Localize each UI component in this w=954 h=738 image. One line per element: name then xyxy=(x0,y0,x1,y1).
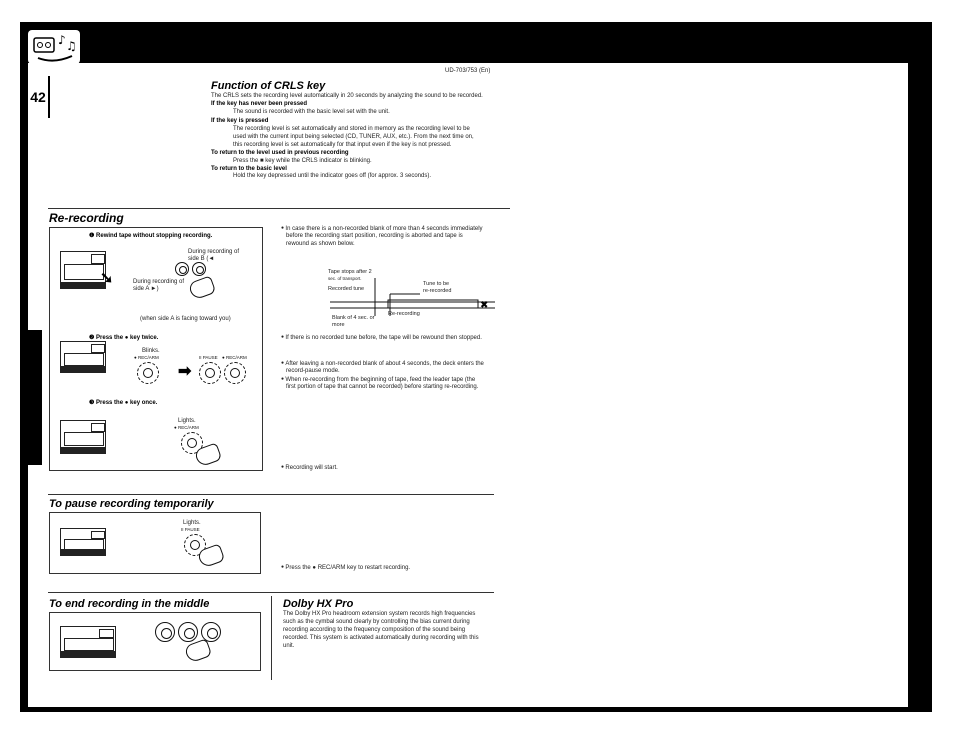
crls-basic-heading: To return to the basic level xyxy=(211,166,287,172)
deck-illustration-2 xyxy=(60,341,106,373)
dolby-line2: such as the cymbal sound clearly by controlling the bias current during xyxy=(283,619,470,625)
diag-stops-label2: sec. of transport. xyxy=(328,276,362,281)
rec-arm-label-2: ● REC/ARM xyxy=(222,355,247,360)
crls-pressed-text2: used with the current input being selected (CD, TUNER, AUX, etc.). From the next time on, xyxy=(233,134,474,140)
page-number: 42 xyxy=(28,76,50,118)
rerec-note4a: ● When re-recording from the beginning of tape, feed the leader tape (the xyxy=(281,375,475,384)
crls-title: Function of CRLS key xyxy=(211,80,326,92)
section-divider-2 xyxy=(48,494,494,495)
rec-arm-label: ● REC/ARM xyxy=(134,355,159,360)
crls-never-text: The sound is recorded with the basic level set with the unit. xyxy=(233,109,390,115)
dolby-line4: recorded. This system is activated automatically during recording with this xyxy=(283,635,479,641)
blinks-label: Blinks. xyxy=(142,348,160,354)
rewind-knob-icon xyxy=(175,262,189,276)
diag-stops-label: Tape stops after 2 xyxy=(328,269,372,275)
rec-arm-label-3: ● REC/ARM xyxy=(174,425,199,430)
section-divider-3 xyxy=(48,592,494,593)
crls-prev-text: Press the ■ key while the CRLS indicator is blinking. xyxy=(233,158,372,164)
side-tab xyxy=(20,330,42,465)
rerec-note1c: rewound as shown below. xyxy=(286,241,355,247)
rerec-note3a: ● After leaving a non-recorded blank of about 4 seconds, the deck enters the xyxy=(281,359,484,368)
svg-text:✖: ✖ xyxy=(480,300,489,311)
rerec-note5: ● Recording will start. xyxy=(281,463,338,472)
pause-lights-label: Lights. xyxy=(183,520,201,526)
arrow-icon: ➘ xyxy=(100,270,114,287)
rerec-note3b: record-pause mode. xyxy=(286,368,340,374)
pause-note: ● Press the ● REC/ARM key to restart recording. xyxy=(281,563,410,572)
rerecording-title: Re-recording xyxy=(49,211,124,225)
deck-illustration-5 xyxy=(60,626,116,658)
during-a-label: During recording of xyxy=(133,279,185,285)
deck-illustration-3 xyxy=(60,420,106,454)
facing-note: (when side A is facing toward you) xyxy=(140,316,231,322)
deck-illustration-4 xyxy=(60,528,106,556)
crls-intro: The CRLS sets the recording level automatically in 20 seconds by analyzing the sound to be recorded. xyxy=(211,93,483,99)
diag-blank-label2: more xyxy=(332,322,345,328)
end-title: To end recording in the middle xyxy=(49,598,210,610)
crls-pressed-text3: this recording level is set automatically for that input even if the key is not pressed. xyxy=(233,142,452,148)
model-label: UD-703/753 (En) xyxy=(445,68,491,74)
during-a-label2: side A ►) xyxy=(133,286,159,292)
rewind-knob-icon-2 xyxy=(155,622,175,642)
stop-knob-icon xyxy=(178,622,198,642)
diag-blank-label: Blank of 4 sec. or xyxy=(332,315,375,321)
pause-indicator-icon xyxy=(199,362,221,384)
dolby-line1: The Dolby HX Pro headroom extension system records high frequencies xyxy=(283,611,476,617)
rerec-step3: ❸ Press the ● key once. xyxy=(89,400,158,406)
rerec-step1: ❶ Rewind tape without stopping recording. xyxy=(89,233,213,239)
blinking-indicator-icon xyxy=(137,362,159,384)
dolby-line3: recording according to the frequency composition of the sound being xyxy=(283,627,466,633)
cassette-music-icon xyxy=(28,30,80,64)
crls-basic-text: Hold the key depressed until the indicator goes off (for approx. 3 seconds). xyxy=(233,173,432,179)
crls-pressed-text1: The recording level is set automatically and stored in memory as the recording level to be xyxy=(233,126,470,132)
diag-recorded-label: Recorded tune xyxy=(328,286,365,292)
pause-label: II PAUSE xyxy=(199,355,218,360)
diag-tune-label: Tune to be xyxy=(423,281,450,287)
diag-rerec-label: Re-recording xyxy=(388,311,420,317)
rec-arm-indicator-icon xyxy=(224,362,246,384)
during-b-label2: side B (◄ xyxy=(188,256,215,262)
rerec-note4b: first portion of tape that cannot be recorded) before starting re-recording. xyxy=(286,384,479,390)
pause-key-label: II PAUSE xyxy=(181,527,200,532)
dolby-title: Dolby HX Pro xyxy=(283,598,354,610)
forward-knob-icon xyxy=(192,262,206,276)
pause-title: To pause recording temporarily xyxy=(49,498,214,510)
right-arrow-icon: ➡ xyxy=(178,363,192,380)
rerec-note1a: ● In case there is a non-recorded blank of more than 4 seconds immediately xyxy=(281,224,483,233)
lights-label: Lights. xyxy=(178,418,196,424)
svg-text:♫: ♫ xyxy=(66,39,77,53)
crls-prev-heading: To return to the level used in previous recording xyxy=(211,150,349,156)
rerec-step2: ❷ Press the ● key twice. xyxy=(89,335,159,341)
rerec-note2: ● If there is no recorded tune before, the tape will be rewound then stopped. xyxy=(281,333,482,342)
section-divider xyxy=(48,208,510,209)
during-b-label: During recording of xyxy=(188,249,240,255)
column-divider xyxy=(271,596,272,680)
crls-never-heading: If the key has never been pressed xyxy=(211,101,308,107)
crls-pressed-heading: If the key is pressed xyxy=(211,118,269,124)
dolby-line5: unit. xyxy=(283,643,295,649)
diag-tune-label2: re-recorded xyxy=(423,288,452,294)
rerec-note1b: before the recording start position, recording is aborted and tape is xyxy=(286,233,463,239)
svg-text:♪: ♪ xyxy=(58,33,66,47)
